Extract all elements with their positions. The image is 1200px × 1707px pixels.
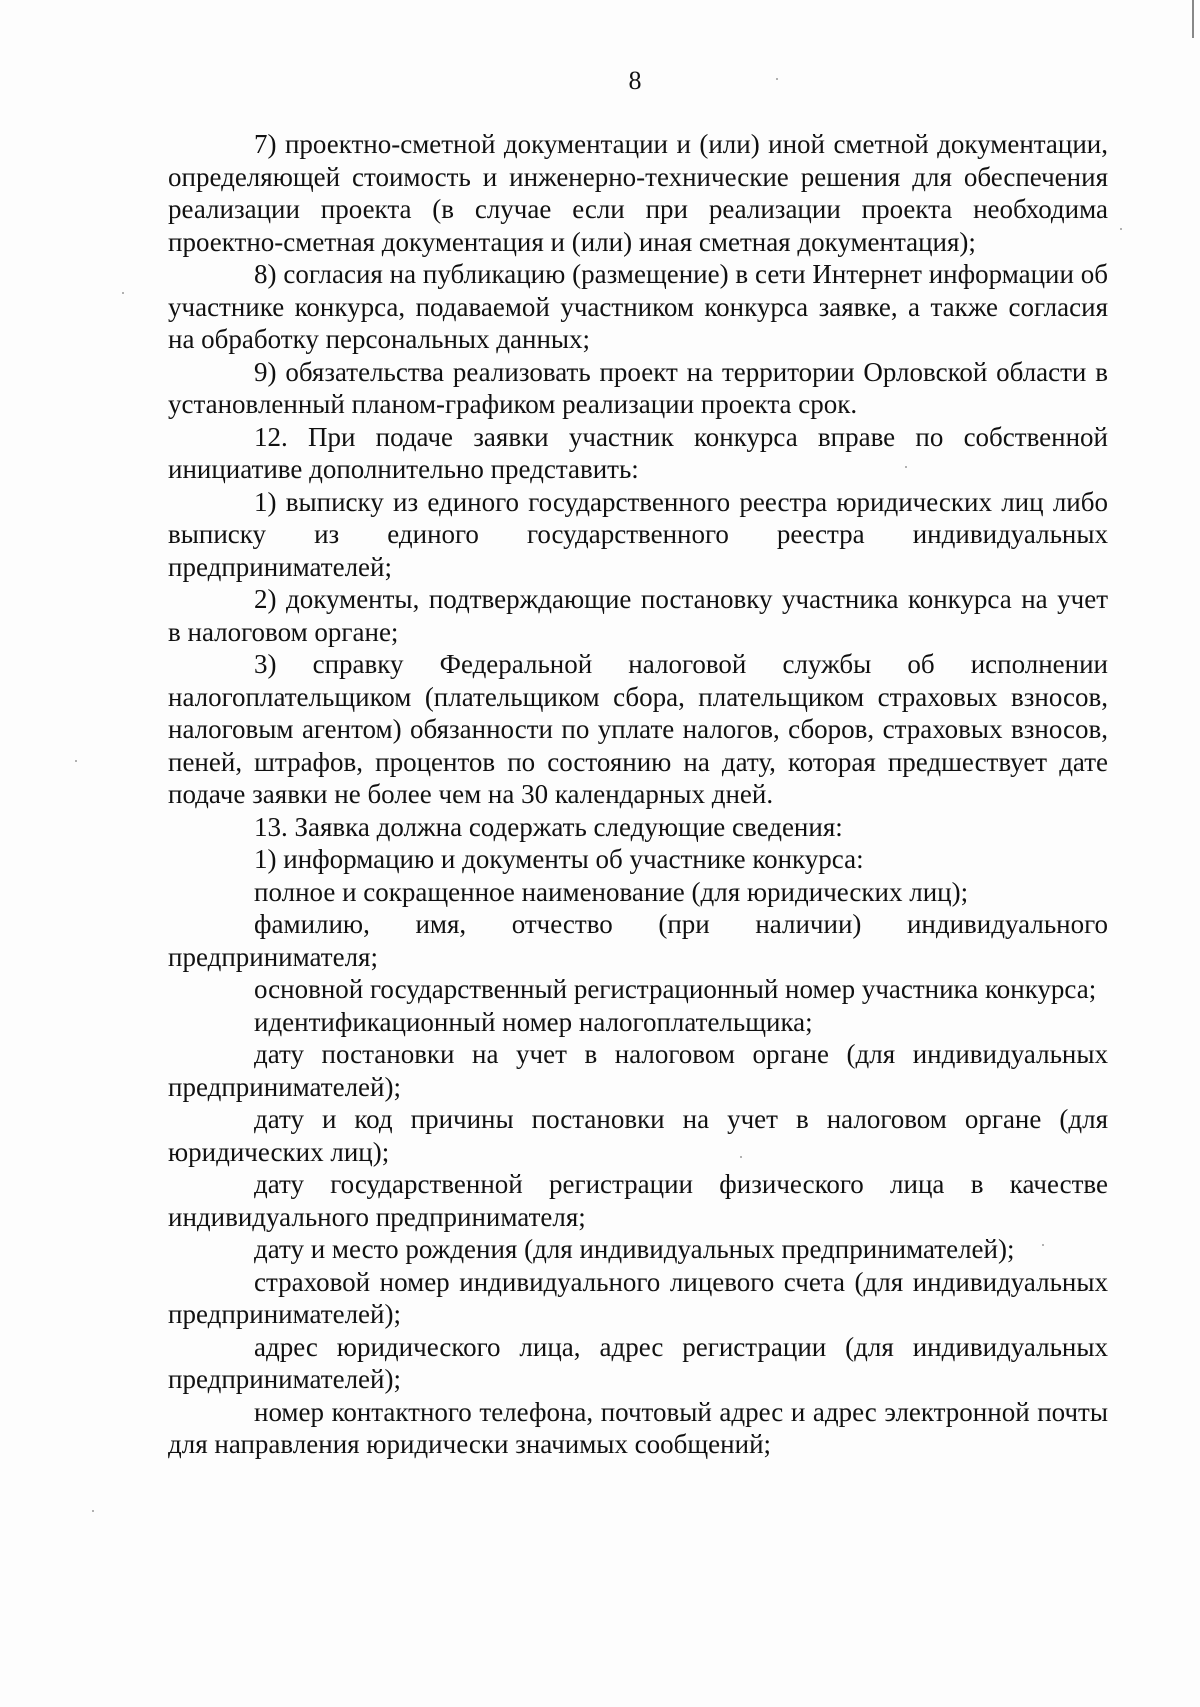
scan-speck — [776, 78, 778, 80]
document-body — [168, 128, 1108, 1461]
scan-edge-mark — [1192, 0, 1194, 38]
list-item-kpp: дату и код причины постановки на учет в налоговом органе (для юридических лиц); — [168, 1104, 1108, 1167]
paragraph-item-8-publication-consent: 8) согласия на публикацию (размещение) в сети Интернет информации об участнике конкурса, подаваемой участником конкурса заявке, а также согласия на обработку персональных данных; — [168, 259, 1108, 354]
scan-speck — [75, 760, 77, 762]
paragraph-clause-12-item-2: 2) документы, подтверждающие постановку участника конкурса на учет в налоговом органе; — [168, 584, 1108, 647]
paragraph-clause-12-item-1: 1) выписку из единого государственного реестра юридических лиц либо выписку из единого государственного реестра индивидуальных предпринимателей; — [168, 486, 1108, 582]
scan-speck — [740, 1156, 742, 1158]
paragraph-clause-13-item-1: 1) информацию и документы об участнике конкурса: — [254, 844, 864, 874]
paragraph-item-9-obligation: 9) обязательства реализовать проект на территории Орловской области в установленный планом-графиком реализации проекта срок. — [168, 356, 1108, 419]
list-item-snils: страховой номер индивидуального лицевого счета (для индивидуальных предпринимателей); — [168, 1266, 1108, 1329]
list-item-birth-date-place: дату и место рождения (для индивидуальных предпринимателей); — [254, 1234, 1015, 1264]
list-item-ogrn: основной государственный регистрационный номер участника конкурса; — [254, 974, 1097, 1004]
list-item-state-registration-date: дату государственной регистрации физического лица в качестве индивидуального предпринимателя; — [168, 1169, 1108, 1232]
list-item-entrepreneur-name: фамилию, имя, отчество (при наличии) индивидуального предпринимателя; — [168, 909, 1108, 972]
paragraph-clause-13: 13. Заявка должна содержать следующие сведения: — [254, 811, 843, 842]
paragraph-item-7-project-documentation: 7) проектно-сметной документации и (или) иной сметной документации, определяющей стоимость и инженерно-технические решения для обеспечения реализации проекта (в случае если при реализации проекта необходима проектно-сметная документация и (или) иная сметная документация); — [168, 129, 1108, 257]
scan-speck — [92, 1510, 94, 1512]
page-number: 8 — [628, 66, 642, 95]
scan-speck — [1042, 1244, 1044, 1246]
list-item-inn: идентификационный номер налогоплательщика; — [254, 1006, 813, 1037]
list-item-contacts: номер контактного телефона, почтовый адрес и адрес электронной почты для направления юридически значимых сообщений; — [168, 1396, 1108, 1459]
list-item-full-name: полное и сокращенное наименование (для юридических лиц); — [254, 876, 969, 907]
paragraph-clause-12: 12. При подаче заявки участник конкурса вправе по собственной инициативе дополнительно представить: — [168, 421, 1108, 484]
paragraph-clause-12-item-3: 3) справку Федеральной налоговой службы об исполнении налогоплательщиком (плательщиком сбора, плательщиком страховых взносов, налоговым агентом) обязанности по уплате налогов, сборов, страховых взносов, пеней, штрафов, процентов по состоянию на дату, которая предшествует дате подаче заявки не более чем на 30 календарных дней. — [168, 649, 1108, 809]
scan-speck — [1120, 228, 1122, 230]
scan-speck — [122, 292, 124, 294]
scan-speck — [905, 466, 907, 468]
list-item-address: адрес юридического лица, адрес регистрации (для индивидуальных предпринимателей); — [168, 1331, 1108, 1394]
list-item-tax-registration-date: дату постановки на учет в налоговом органе (для индивидуальных предпринимателей); — [168, 1039, 1108, 1102]
